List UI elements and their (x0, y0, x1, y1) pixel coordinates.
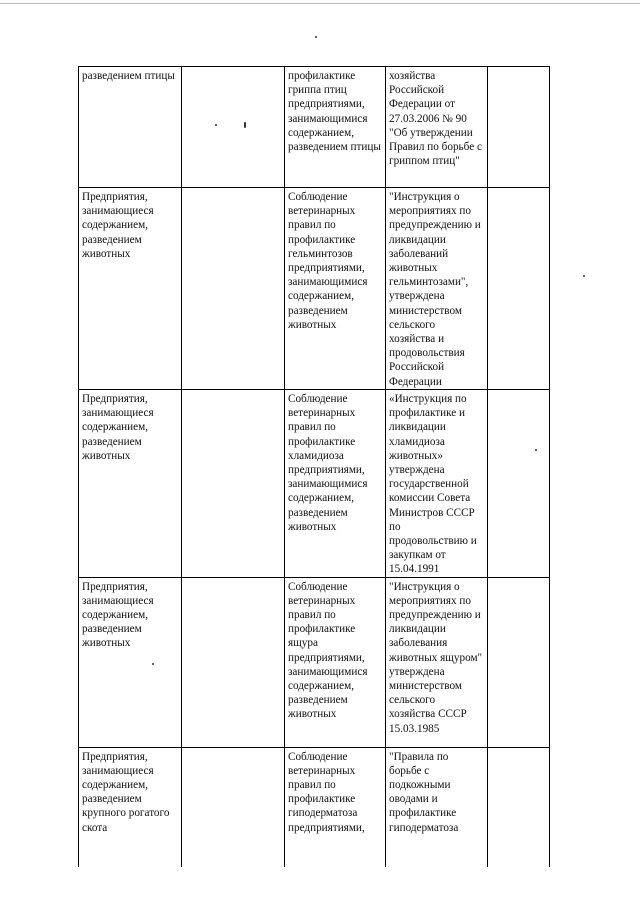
table-row (79, 67, 550, 188)
empty-cell (488, 67, 550, 188)
empty-cell (182, 188, 285, 390)
table-row (79, 747, 550, 867)
empty-cell (488, 577, 550, 747)
subject-cell: Предприятия, занимающиеся содержанием, разведением животных (79, 577, 182, 747)
subject-cell: Предприятия, занимающиеся содержанием, разведением крупного рогатого скота (79, 747, 182, 867)
legal-act-cell: "Правила по борьбе с подкожными оводами и профилактике гиподерматоза (386, 747, 488, 867)
subject-cell: Предприятия, занимающиеся содержанием, разведением животных (79, 390, 182, 578)
requirement-cell: Соблюдение ветеринарных правил по профилактике гиподерматоза предприятиями, (285, 747, 386, 867)
scan-speck (152, 663, 154, 665)
empty-cell (488, 188, 550, 390)
scan-speck (244, 122, 246, 128)
table-row (79, 188, 550, 390)
subject-cell: Предприятия, занимающиеся содержанием, разведением животных (79, 188, 182, 390)
scan-speck (535, 449, 537, 451)
regulation-table (78, 66, 550, 867)
empty-cell (182, 67, 285, 188)
table-row (79, 577, 550, 747)
legal-act-cell: хозяйства Российской Федерации от 27.03.2006 № 90 "Об утверждении Правил по борьбе с гриппом птиц" (386, 67, 488, 188)
subject-cell: разведением птицы (79, 67, 182, 188)
legal-act-cell: «Инструкция по профилактике и ликвидации хламидиоза животных» утверждена государственной комиссии Совета Министров СССР по продовольствию и закупкам от 15.04.1991 (386, 390, 488, 578)
empty-cell (488, 390, 550, 578)
scan-speck (583, 275, 585, 277)
scan-edge-line (0, 3, 640, 4)
empty-cell (182, 747, 285, 867)
requirement-cell: Соблюдение ветеринарных правил по профилактике ящура предприятиями, занимающимися содержанием, разведением животных (285, 577, 386, 747)
empty-cell (182, 577, 285, 747)
scan-speck (215, 124, 217, 126)
requirement-cell: Соблюдение ветеринарных правил по профилактике хламидиоза предприятиями, занимающимися содержанием, разведением животных (285, 390, 386, 578)
legal-act-cell: "Инструкция о мероприятиях по предупреждению и ликвидации заболевания животных ящуром" утверждена министерством сельского хозяйства СССР 15.03.1985 (386, 577, 488, 747)
legal-act-cell: "Инструкция о мероприятиях по предупреждению и ликвидации заболеваний животных гельминтозами", утверждена министерством сельского хозяйства и продовольствия Российской Федерации (386, 188, 488, 390)
empty-cell (182, 390, 285, 578)
requirement-cell: профилактике гриппа птиц предприятиями, занимающимися содержанием, разведением птицы (285, 67, 386, 188)
table-row (79, 390, 550, 578)
scan-speck (315, 36, 317, 38)
empty-cell (488, 747, 550, 867)
requirement-cell: Соблюдение ветеринарных правил по профилактике гельминтозов предприятиями, занимающимися содержанием, разведением животных (285, 188, 386, 390)
